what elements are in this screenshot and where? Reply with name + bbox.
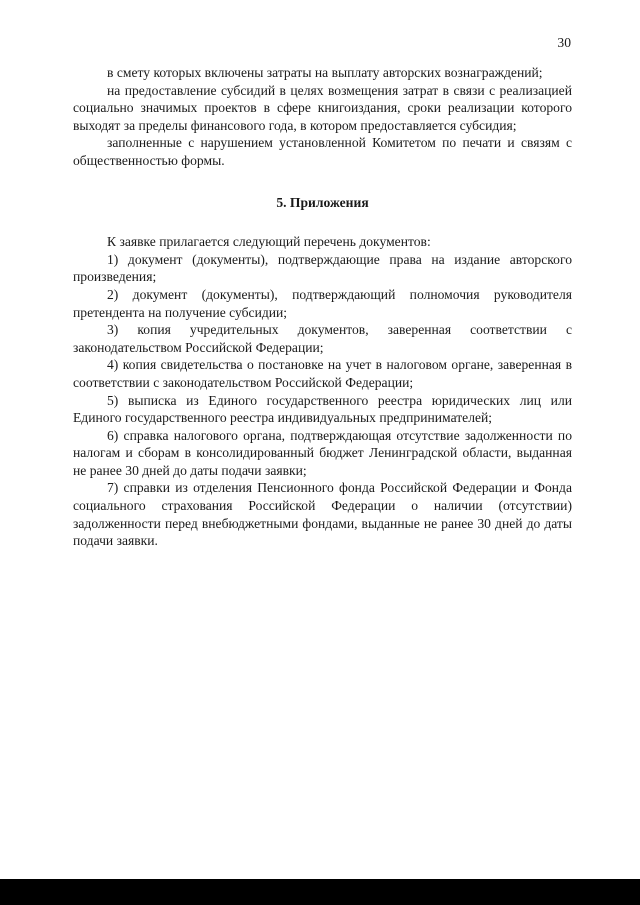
- section-title: 5. Приложения: [276, 194, 369, 210]
- list-item: 2) документ (документы), подтверждающий полномочия руководителя претендента на получение субсидии;: [73, 286, 572, 320]
- paragraph-subsidies: на предоставление субсидий в целях возмещения затрат в связи с реализацией социально значимых проектов в сфере книгоиздания, сроки реализации которого выходят за пределы финансового года, в котором предоставляется субсидия;: [73, 82, 572, 133]
- document-body: [73, 64, 572, 550]
- list-intro: К заявке прилагается следующий перечень документов:: [107, 234, 431, 250]
- scan-bottom-edge: [0, 879, 640, 905]
- list-item: 1) документ (документы), подтверждающие права на издание авторского произведения;: [73, 251, 572, 285]
- list-item: 4) копия свидетельства о постановке на учет в налоговом органе, заверенная в соответствии с законодательством Российской Федерации;: [73, 357, 572, 390]
- list-item: 5) выписка из Единого государственного реестра юридических лиц или Единого государственного реестра индивидуальных предпринимателей;: [73, 392, 572, 426]
- list-item: 3) копия учредительных документов, заверенная соответствии с законодательством Российской Федерации;: [73, 322, 572, 355]
- paragraph-forms: заполненные с нарушением установленной Комитетом по печати и связям с общественностью формы.: [73, 135, 572, 168]
- list-item: 7) справки из отделения Пенсионного фонда Российской Федерации и Фонда социального страхования Российской Федерации о наличии (отсутствии) задолженности перед внебюджетными фондами, выданные не ранее 30 дней до даты подачи заявки.: [73, 480, 572, 549]
- paragraph-author-fees: в смету которых включены затраты на выплату авторских вознаграждений;: [107, 65, 543, 80]
- page-number: 30: [557, 35, 571, 50]
- list-item: 6) справка налогового органа, подтверждающая отсутствие задолженности по налогам и сборам в консолидированный бюджет Ленинградской области, выданная не ранее 30 дней до даты подачи заявки;: [73, 427, 572, 478]
